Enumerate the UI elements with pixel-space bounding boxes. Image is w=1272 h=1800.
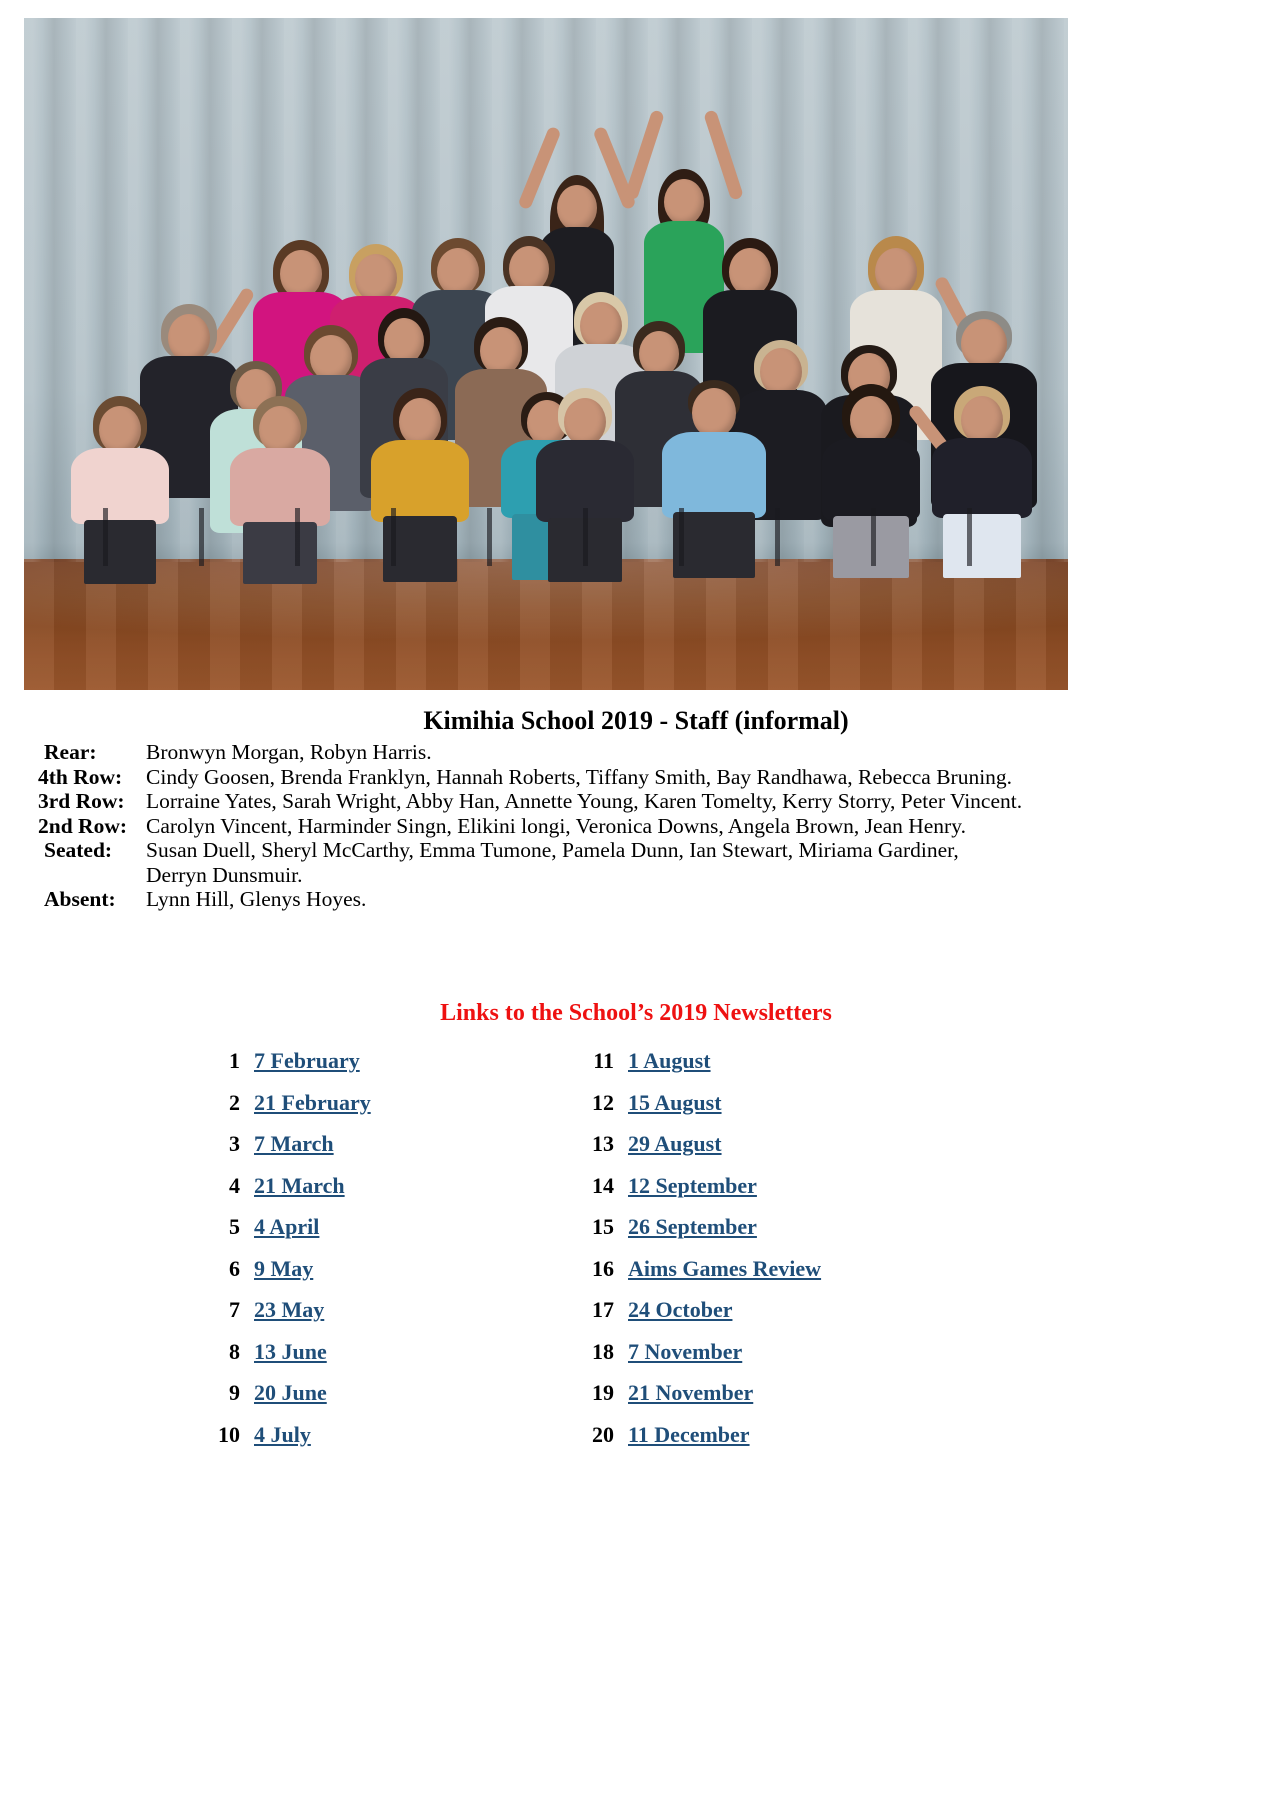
row-names: Lorraine Yates, Sarah Wright, Abby Han, Annette Young, Karen Tomelty, Kerry Storry, Peter Vincent. xyxy=(146,789,1023,813)
row-names xyxy=(142,838,1078,887)
staff-row xyxy=(38,838,1078,887)
head xyxy=(280,250,322,298)
head xyxy=(664,179,704,225)
list-item[interactable] xyxy=(628,1331,958,1373)
newsletter-link[interactable]: 11 December xyxy=(628,1421,750,1447)
list-item[interactable] xyxy=(254,1040,584,1082)
newsletter-link[interactable]: Aims Games Review xyxy=(628,1255,822,1281)
list-number: 19 xyxy=(592,1380,614,1405)
newsletter-link[interactable]: 21 February xyxy=(254,1089,371,1115)
head xyxy=(692,388,736,438)
list-item[interactable] xyxy=(254,1082,584,1124)
newsletter-link[interactable]: 24 October xyxy=(628,1297,733,1322)
head xyxy=(355,254,397,302)
newsletter-link[interactable]: 4 April xyxy=(254,1214,320,1239)
list-item[interactable] xyxy=(628,1414,958,1456)
list-item[interactable] xyxy=(254,1372,584,1414)
list-number: 2 xyxy=(229,1089,240,1115)
head xyxy=(399,398,441,446)
photo-caption-title: Kimihia School 2019 - Staff (informal) xyxy=(423,706,849,735)
list-item[interactable] xyxy=(628,1165,958,1207)
list-item[interactable] xyxy=(254,1123,584,1165)
newsletter-links-grid xyxy=(210,1040,1070,1455)
row-label: Seated: xyxy=(44,838,113,862)
row-names: Carolyn Vincent, Harminder Singn, Elikini longi, Veronica Downs, Angela Brown, Jean Henry. xyxy=(146,813,966,838)
row-label: 4th Row: xyxy=(38,764,123,789)
newsletter-link[interactable]: 7 March xyxy=(254,1131,334,1156)
head xyxy=(99,406,141,454)
row-label: 3rd Row: xyxy=(38,789,125,813)
head xyxy=(961,396,1003,444)
newsletter-link[interactable]: 29 August xyxy=(628,1131,722,1156)
list-item[interactable] xyxy=(254,1206,584,1248)
row-names: Bronwyn Morgan, Robyn Harris. xyxy=(146,740,432,764)
list-number: 17 xyxy=(592,1297,614,1322)
row-names-text: Susan Duell, Sheryl McCarthy, Emma Tumone, Pamela Dunn, Ian Stewart, Miriama Gardiner, xyxy=(146,838,959,862)
row-names: Cindy Goosen, Brenda Franklyn, Hannah Roberts, Tiffany Smith, Bay Randhawa, Rebecca Bruning. xyxy=(146,764,1013,789)
list-number: 13 xyxy=(592,1131,614,1156)
head xyxy=(961,319,1007,369)
staff-group-photo xyxy=(24,18,1068,690)
newsletter-link[interactable]: 15 August xyxy=(628,1089,722,1115)
staff-row xyxy=(38,887,1078,912)
list-number: 4 xyxy=(229,1172,240,1198)
row-names-continuation: Derryn Dunsmuir. xyxy=(146,862,303,887)
newsletter-link[interactable]: 21 March xyxy=(254,1172,345,1198)
list-number: 12 xyxy=(592,1089,614,1115)
head xyxy=(437,248,479,296)
head xyxy=(259,406,301,454)
list-number: 8 xyxy=(229,1338,240,1364)
newsletters-heading: Links to the School’s 2019 Newsletters xyxy=(440,1000,832,1026)
head xyxy=(875,248,917,296)
staff-row xyxy=(38,789,1078,814)
torso xyxy=(932,438,1032,518)
list-number: 15 xyxy=(592,1214,614,1239)
list-item[interactable] xyxy=(628,1040,958,1082)
newsletter-link[interactable]: 4 July xyxy=(254,1421,311,1447)
list-number: 14 xyxy=(592,1172,614,1198)
list-number: 20 xyxy=(592,1421,614,1447)
newsletter-link[interactable]: 23 May xyxy=(254,1297,325,1322)
list-number: 11 xyxy=(593,1048,614,1073)
staff-row xyxy=(38,814,1078,839)
newsletter-link[interactable]: 20 June xyxy=(254,1380,327,1405)
newsletter-link[interactable]: 26 September xyxy=(628,1214,757,1239)
list-number: 9 xyxy=(229,1380,240,1405)
list-number: 16 xyxy=(592,1255,614,1281)
list-item[interactable] xyxy=(254,1248,584,1290)
newsletter-link[interactable]: 9 May xyxy=(254,1255,314,1281)
list-item[interactable] xyxy=(628,1082,958,1124)
head xyxy=(729,248,771,296)
newsletter-link[interactable]: 1 August xyxy=(628,1048,711,1073)
list-number: 3 xyxy=(229,1131,240,1156)
head xyxy=(557,185,597,231)
list-number: 1 xyxy=(229,1048,240,1073)
head xyxy=(168,314,210,362)
list-item[interactable] xyxy=(254,1165,584,1207)
newsletter-link[interactable]: 7 November xyxy=(628,1338,743,1364)
torso xyxy=(662,432,766,518)
newsletter-link[interactable]: 7 February xyxy=(254,1048,360,1073)
staff-row-listing xyxy=(38,740,1078,912)
newsletter-link[interactable]: 12 September xyxy=(628,1172,757,1198)
row-label: Rear: xyxy=(44,740,97,764)
list-number: 5 xyxy=(229,1214,240,1239)
list-item[interactable] xyxy=(254,1331,584,1373)
list-item[interactable] xyxy=(628,1206,958,1248)
list-number: 18 xyxy=(592,1338,614,1364)
staff-row xyxy=(38,765,1078,790)
list-item[interactable] xyxy=(628,1123,958,1165)
list-item[interactable] xyxy=(628,1248,958,1290)
newsletter-link[interactable]: 21 November xyxy=(628,1380,754,1405)
list-item[interactable] xyxy=(628,1289,958,1331)
staff-row xyxy=(38,740,1078,765)
photo-backdrop xyxy=(24,18,1068,690)
newsletter-link[interactable]: 13 June xyxy=(254,1338,327,1364)
list-number: 6 xyxy=(229,1255,240,1281)
list-number: 7 xyxy=(229,1297,240,1322)
list-number: 10 xyxy=(218,1421,240,1447)
chairs xyxy=(55,508,1036,566)
head xyxy=(480,327,522,375)
list-item[interactable] xyxy=(254,1289,584,1331)
list-item[interactable] xyxy=(628,1372,958,1414)
row-label: Absent: xyxy=(44,887,116,911)
head xyxy=(850,396,892,444)
row-label: 2nd Row: xyxy=(38,813,128,838)
row-names: Lynn Hill, Glenys Hoyes. xyxy=(146,887,367,911)
list-item[interactable] xyxy=(254,1414,584,1456)
head xyxy=(564,398,606,446)
